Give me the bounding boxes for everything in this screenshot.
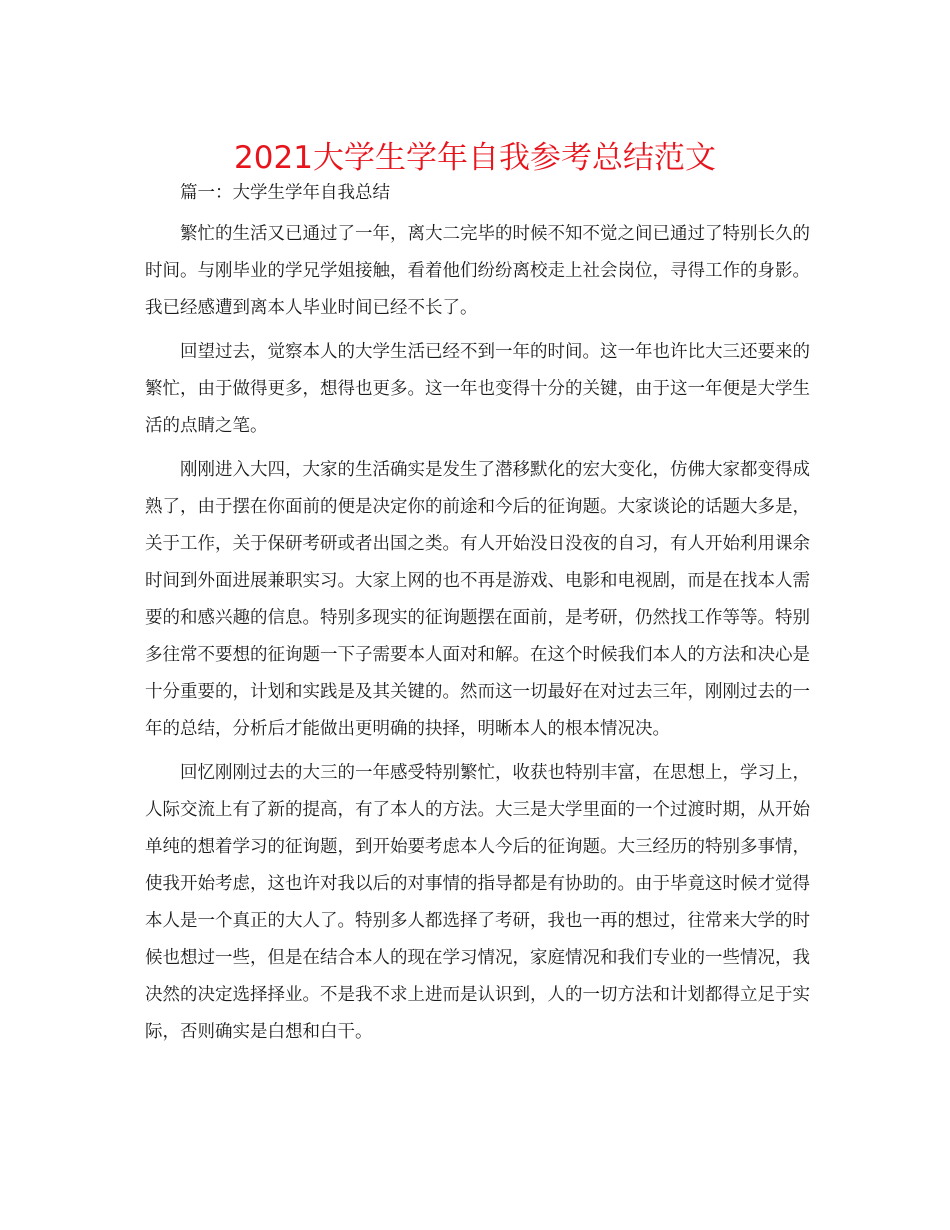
- paragraph-1: 繁忙的生活又已通过了一年，离大二完毕的时候不知不觉之间已通过了特别长久的时间。与刚毕业的学兄学姐接触，看着他们纷纷离校走上社会岗位，寻得工作的身影。我已经感遭到离本人毕业时间已经不长了。: [145, 224, 810, 318]
- document-title: 2021大学生学年自我参考总结范文: [234, 140, 716, 176]
- document-body: [145, 178, 810, 1058]
- section-heading: 篇一：大学生学年自我总结: [180, 183, 390, 203]
- paragraph-2: 回望过去，觉察本人的大学生活已经不到一年的时间。这一年也许比大三还要来的繁忙，由于做得更多，想得也更多。这一年也变得十分的关键，由于这一年便是大学生活的点睛之笔。: [145, 342, 810, 436]
- paragraph-4: 回忆刚刚过去的大三的一年感受特别繁忙，收获也特别丰富，在思想上，学习上，人际交流上有了新的提高，有了本人的方法。大三是大学里面的一个过渡时期，从开始单纯的想着学习的征询题，到开始要考虑本人今后的征询题。大三经历的特别多事情，使我开始考虑，这也许对我以后的对事情的指导都是有协助的。由于毕竟这时候才觉得本人是一个真正的大人了。特别多人都选择了考研，我也一再的想过，往常来大学的时候也想过一些，但是在结合本人的现在学习情况，家庭情况和我们专业的一些情况，我决然的决定选择择业。不是我不求上进而是认识到，人的一切方法和计划都得立足于实际，否则确实是白想和白干。: [145, 763, 810, 1042]
- paragraph-3: 刚刚进入大四，大家的生活确实是发生了潜移默化的宏大变化，仿佛大家都变得成熟了，由于摆在你面前的便是决定你的前途和今后的征询题。大家谈论的话题大多是，关于工作，关于保研考研或者出国之类。有人开始没日没夜的自习，有人开始利用课余时间到外面进展兼职实习。大家上网的也不再是游戏、电影和电视剧，而是在找本人需要的和感兴趣的信息。特别多现实的征询题摆在面前，是考研，仍然找工作等等。特别多往常不要想的征询题一下子需要本人面对和解。在这个时候我们本人的方法和决心是十分重要的，计划和实践是及其关键的。然而这一切最好在对过去三年，刚刚过去的一年的总结，分析后才能做出更明确的抉择，明晰本人的根本情况决。: [145, 460, 810, 739]
